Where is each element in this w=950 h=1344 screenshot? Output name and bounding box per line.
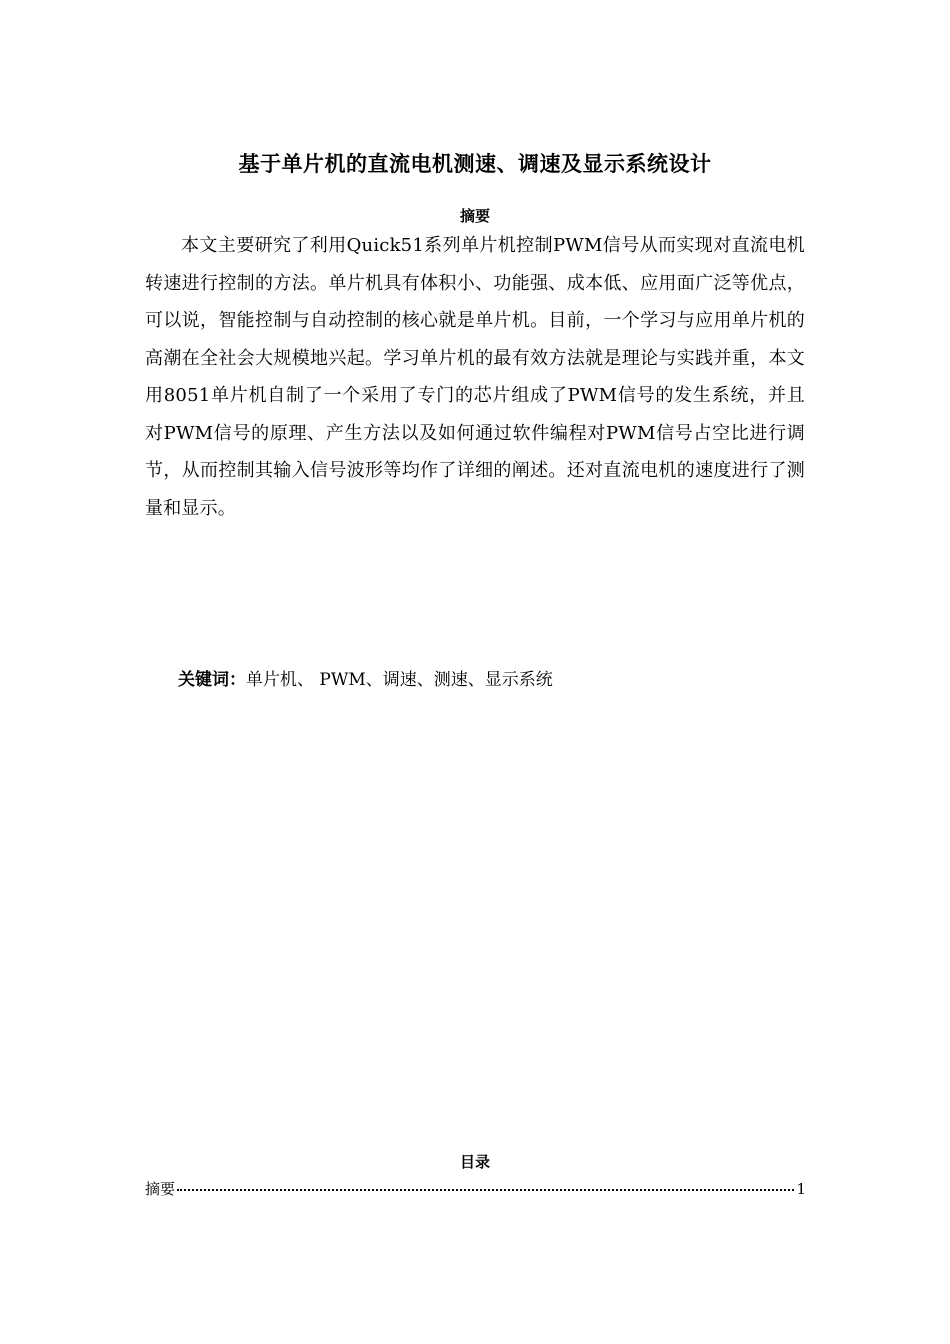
abstract-heading: 摘要 [459, 207, 490, 225]
toc-heading: 目录 [459, 1153, 490, 1171]
keywords-line [178, 665, 553, 690]
abstract-body: 本文主要研究了利用Quick51系列单片机控制PWM信号从而实现对直流电机转速进行控制的方法。单片机具有体积小、功能强、成本低、应用面广泛等优点，可以说，智能控制与自动控制的核心就是单片机。目前，一个学习与应用单片机的高潮在全社会大规模地兴起。学习单片机的最有效方法就是理论与实践并重，本文用8051单片机自制了一个采用了专门的芯片组成了PWM信号的发生系统，并且对PWM信号的原理、产生方法以及如何通过软件编程对PWM信号占空比进行调节，从而控制其输入信号波形等均作了详细的阐述。还对直流电机的速度进行了测量和显示。 [145, 235, 805, 519]
keywords-label: 关键词： [178, 670, 246, 690]
toc-entry-label: 摘要 [145, 1180, 176, 1198]
document-title: 基于单片机的直流电机测速、调速及显示系统设计 [238, 152, 712, 176]
toc-dot-leader [177, 1189, 794, 1191]
toc-entry[interactable] [145, 1178, 806, 1199]
keywords-value: 单片机、 PWM、调速、测速、显示系统 [246, 670, 553, 690]
toc-entry-page: 1 [796, 1180, 806, 1198]
